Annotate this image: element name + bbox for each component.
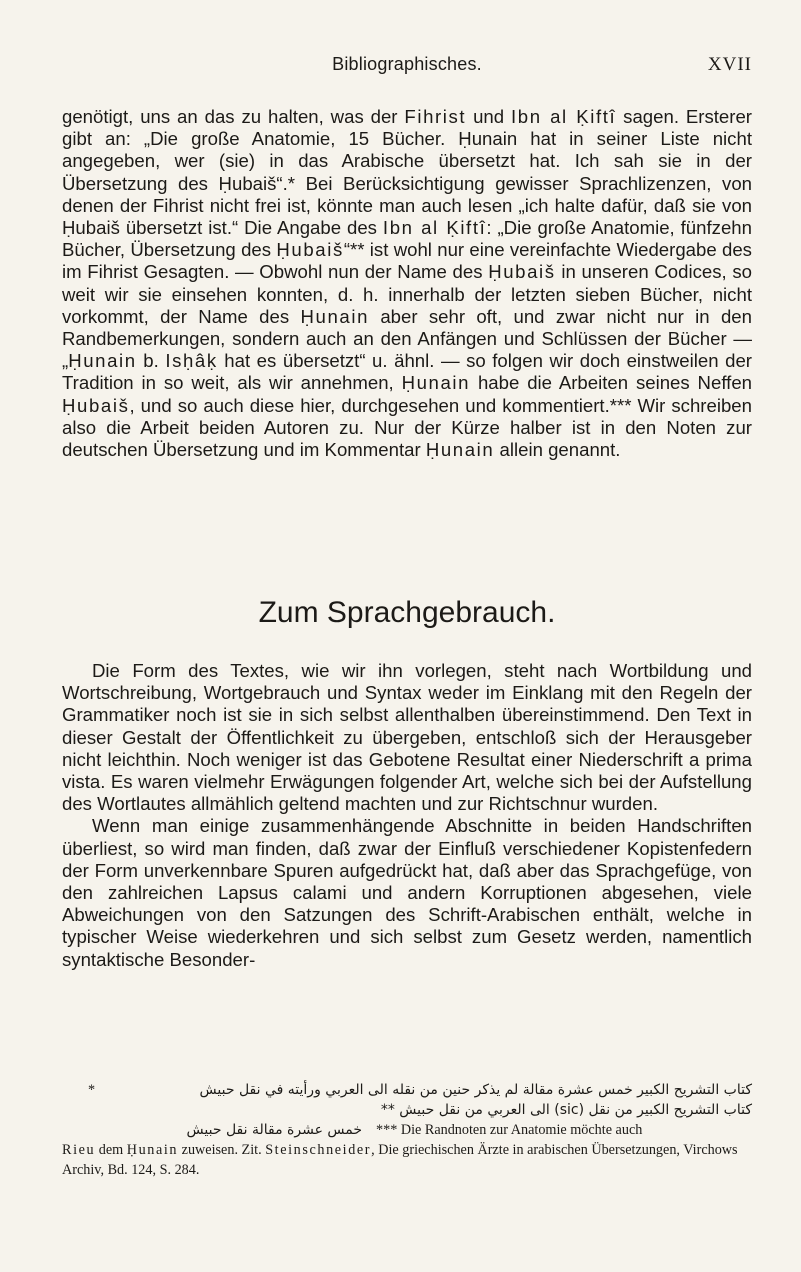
text-run: Die Randnoten zur Anatomie möchte auch — [397, 1122, 643, 1138]
name-rieu: Rieu — [62, 1142, 96, 1158]
text-run: und — [466, 106, 511, 127]
text-run: “** ist wohl nur eine vereinfachte Wiedergabe des im Fihrist Gesagten. — Obwohl nun der Name des — [62, 239, 752, 283]
text-run: hat es übersetzt“ u. ähnl. — so folgen wir doch einstweilen der Tradition in so weit, als wir annehmen, — [62, 350, 752, 394]
paragraph-text-form: Die Form des Textes, wie wir ihn vorlegen, steht nach Wortbildung und Wortschreibung, Wortgebrauch und Syntax weder im Einklang mit den Regeln der Grammatiker noch ist sie in sich selbst allenthalben übereinstimmend. Den Text in dieser Gestalt der Öffentlichkeit zu übergeben, entschloß sich der Herausgeber nicht leichthin. Noch weniger ist das Gebotene Resultat einer Niederschrift a prima vista. Es waren vielmehr Erwägungen folgender Art, welche sich bei der Aufstellung des Wortlautes allmählich geltend machten und zur Richtschnur wurden. — [62, 660, 752, 815]
paragraph-text — [62, 106, 752, 461]
name-ishak: Isḥâḳ — [165, 350, 218, 372]
name-hunain: Ḥunain — [68, 350, 137, 372]
footnote-note-start — [376, 1120, 642, 1140]
text-run: : „Die große Anatomie, fünfzehn Bücher, Übersetzung des — [62, 217, 752, 261]
text-run: , und so auch diese hier, durchgesehen und kommentiert.*** Wir schreiben also die Arbeit beiden Autoren zu. Nur der Kürze halber ist in den Noten zur deutschen Übersetzung und im Kommentar — [62, 394, 752, 461]
page-header — [62, 54, 752, 78]
footnote-3 — [62, 1120, 752, 1140]
paragraph-attribution — [62, 106, 752, 461]
footnote-marker: *** — [376, 1122, 398, 1138]
paragraph-text-manuscripts: Wenn man einige zusammenhängende Abschnitte in beiden Handschriften überliest, so wird man finden, daß zwar der Einfluß verschiedener Kopistenfedern der Form unverkennbare Spuren aufgedrückt hat, daß aber das Sprachgefüge, von den zahlreichen Lapsus calami und andern Korruptionen abgesehen, viele Abweichungen von den Satzungen des Schrift-Arabischen enthält, welche in typischer Weise wiederkehren und sich selbst zum Gesetz werden, namentlich syntaktische Besonder- — [62, 815, 752, 970]
footnote-marker: * — [88, 1082, 96, 1098]
text-run: in unseren Codices, so weit wir sie einsehen konnten, d. h. innerhalb der letzten sieben Bücher, nicht vorkommt, der Name des — [62, 261, 752, 327]
footnote-arabic-text: كتاب التشريح الكبير خمس عشرة مقالة لم يذكر حنين من نقله الى العربي ورأيته في نقل حبيش — [199, 1082, 752, 1098]
name-ibn-al-qifti: Ibn al Ḳiftî — [510, 106, 617, 127]
footnote-2 — [62, 1100, 752, 1120]
name-hunain: Ḥunain — [126, 1142, 179, 1158]
text-run: allein genannt. — [494, 439, 621, 461]
text-run: aber sehr oft, und zwar nicht nur in den Randbemerkungen, sondern auch an den Anfängen und Schlüssen der Bücher — „ — [62, 305, 752, 372]
text-run: genötigt, uns an das zu halten, was der — [62, 106, 405, 127]
name-fihrist: Fihrist — [404, 106, 467, 127]
name-hubais: Ḥubaiš — [488, 261, 556, 283]
name-hunain: Ḥunain — [300, 305, 370, 327]
section-body — [62, 660, 752, 971]
footnote-arabic-text: خمس عشرة مقالة نقل حبيش — [186, 1122, 362, 1138]
text-run: sagen. Ersterer gibt an: „Die große Anatomie, 15 Bücher. Ḥunain hat in seiner Liste nicht angegeben, wer (sie) in das Arabische übersetzt hat. Ich sah sie in der Übersetzung des Ḥubaiš“.* Bei Berücksichtigung gewisser Sprachlizenzen, von denen der Fihrist nicht frei ist, könnte man auch lesen „ich halte dafür, daß sie von Ḥubaiš übersetzt ist.“ Die Angabe des — [62, 106, 752, 239]
text-run: dem — [95, 1142, 127, 1158]
name-hubais: Ḥubaiš — [62, 394, 130, 416]
running-title: Bibliographisches. — [332, 54, 482, 74]
name-hunain: Ḥunain — [425, 439, 495, 461]
text-run: habe die Arbeiten seines Neffen — [470, 372, 753, 394]
name-hubais: Ḥubaiš — [276, 239, 344, 261]
footnotes — [62, 1080, 752, 1180]
name-hunain: Ḥunain — [401, 372, 471, 394]
name-ibn-al-qifti: Ibn al Ḳiftî — [382, 217, 487, 239]
page-number: XVII — [707, 54, 752, 75]
footnote-arabic-text: كتاب التشريح الكبير من نقل (sic) الى العربي من نقل حبيش ** — [380, 1102, 752, 1118]
footnote-1 — [62, 1080, 752, 1100]
text-run: b. — [136, 350, 166, 372]
text-run: zuweisen. Zit. — [178, 1142, 266, 1158]
section-heading: Zum Sprachgebrauch. — [258, 596, 556, 629]
footnote-3-continuation — [62, 1140, 752, 1180]
text-run: , Die griechischen Ärzte in arabischen Übersetzungen, Virchows Archiv, Bd. 124, S. 284. — [62, 1142, 738, 1178]
name-steinschneider: Steinschneider — [265, 1142, 372, 1158]
